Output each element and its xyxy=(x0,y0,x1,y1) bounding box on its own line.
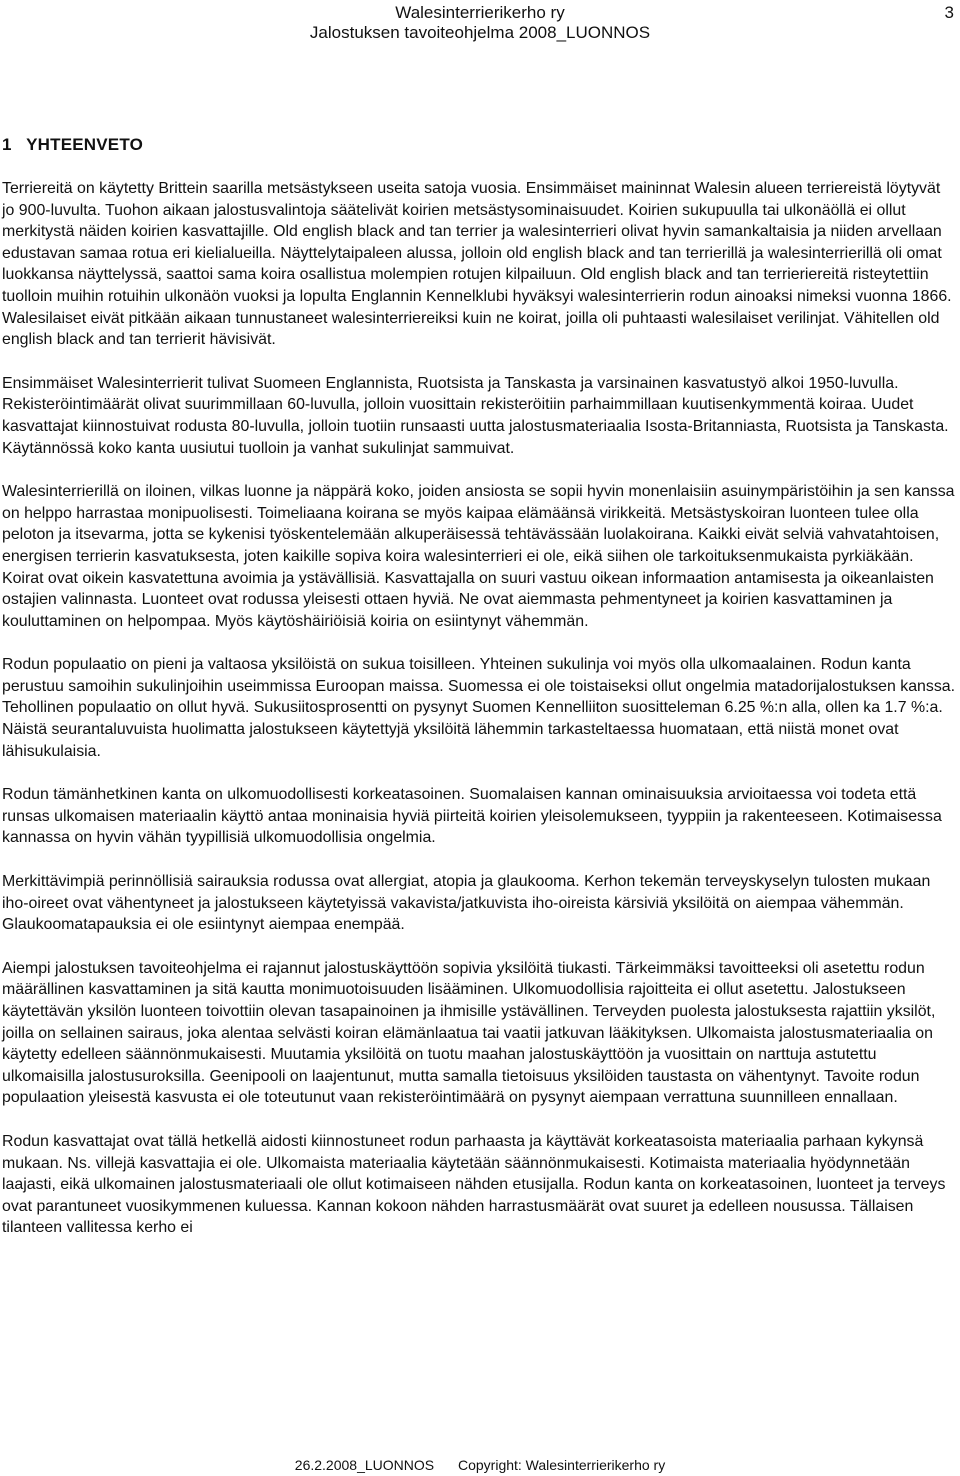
paragraph: Ensimmäiset Walesinterrierit tulivat Suomeen Englannista, Ruotsista ja Tanskasta ja varsinainen kasvatustyö alkoi 1950-luvulla. Rekisteröintimäärät olivat suurimmillaan 60-luvulla, jolloin vuosittain rekisteröitiin parhaimmillaan kuutisenkymmentä koiraa. Uudet kasvattajat kiinnostuivat rodusta 80-luvulla, jolloin tuotiin runsaasti uutta jalostusmateriaalia Isosta-Britanniasta, Ruotsista ja Tanskasta. Käytännössä koko kanta uusiutui tuolloin ja vanhat sukulinjat sammuivat. xyxy=(2,374,949,457)
body-text xyxy=(2,178,957,1239)
paragraph: Walesinterrierillä on iloinen, vilkas luonne ja näppärä koko, joiden ansiosta se sopii hyvin monenlaisiin asuinympäristöihin ja sen kanssa on helppo harrastaa monipuolisesti. Toimeliaana koirana se myös kaipaa elämäänsä virikkeitä. Metsästyskoiran luonteen tulee olla peloton ja itsevarma, jotta se kykenisi työskentelemään alkuperäisessä tehtävässään luolakoirana. Kaikki eivät selviä vahvatahtoisen, energisen terrierin kasvatuksesta, joten kaikille sopiva koira walesinterrieri ei ole, eikä siihen ole tarkoituksenmukaista pyrkiäkään. Koirat ovat oikein kasvatettuna avoimia ja ystävällisiä. Kasvattajalla on suuri vastuu oikean informaation antamisesta ja oikeanlaisten ostajien valinnasta. Luonteet ovat rodussa yleisesti ottaen hyviä. Ne ovat aiemmasta pehmentyneet ja koirien kasvattaminen ja kouluttaminen on helpompaa. Myös käytöshäiriöisiä koiria on esiintynyt vähemmän. xyxy=(2,483,955,630)
paragraph: Terriereitä on käytetty Brittein saarilla metsästykseen useita satoja vuosia. Ensimmäiset maininnat Walesin alueen terriereistä löytyvät jo 900-luvulta. Tuohon aikaan jalostusvalintoja säätelivät koirien metsästysominaisuudet. Koirien sukupuulla tai ulkonäöllä ei ollut merkitystä näiden koirien kasvattajille. Old english black and tan terrier ja walesinterrieri olivat hyvin samankaltaisia ja niiden arvellaan edustavan samaa rotua eri kielialueilla. Näyttelytaipaleen alussa, jolloin old english black and tan terrierillä ja walesinterrierillä oli omat luokkansa näyttelyssä, saattoi sama koira osallistua molempien rotujen kilpailuun. Old english black and tan terrieriereitä risteytettiin tuolloin muihin rotuihin ulkonäön vuoksi ja lopulta Englannin Kennelklubi hyväksyi walesinterrierin rodun ainoaksi nimeksi vuonna 1866. Walesilaiset eivät pitkään aikaan tunnustaneet walesinterriereiksi kuin ne koirat, joilla oli puhtaasti walesilaiset verilinjat. Vähitellen old english black and tan terrierit hävisivät. xyxy=(2,180,952,349)
paragraph: Merkittävimpiä perinnöllisiä sairauksia rodussa ovat allergiat, atopia ja glaukooma. Kerhon tekemän terveyskyselyn tulosten mukaan iho-oireet ovat vähentyneet ja jalostukseen käytetyissä vakavista/jatkuvista iho-oireista kärsiviä yksilöitä on aiempaa vähemmän. Glaukoomatapauksia ei ole esiintynyt aiempaa enempää. xyxy=(2,873,931,934)
footer-copyright: Copyright: Walesinterrierikerho ry xyxy=(457,1457,666,1473)
section-heading: 1 YHTEENVETO xyxy=(2,135,144,154)
paragraph: Rodun kasvattajat ovat tällä hetkellä aidosti kiinnostuneet rodun parhaasta ja käyttävät korkeatasoista materiaalia parhaan kykynsä mukaan. Ns. villejä kasvattajia ei ole. Ulkomaista materiaalia käytetään säännönmukaisesti. Kotimaista materiaalia hyödynnetään laajasti, eikä ulkomainen jalostusmateriaali ole ollut kotimaiseen nähden etusijalla. Rodun kanta on korkeatasoinen, luonteet ja terveys ovat parantuneet vuosikymmenen kuluessa. Kannan kokoon nähden harrastusmäärät ovat suuret ja edelleen nousussa. Tällaisen tilanteen vallitessa kerho ei xyxy=(2,1132,946,1237)
page-footer xyxy=(0,1456,960,1474)
header-org: Walesinterrierikerho ry xyxy=(395,3,565,22)
paragraph: Aiempi jalostuksen tavoiteohjelma ei rajannut jalostuskäyttöön sopivia yksilöitä tiukasti. Tärkeimmäksi tavoitteeksi oli asetettu rodun määrällinen kasvattaminen ja sitä kautta monimuotoisuuden lisääminen. Ulkomuodollisia rajoitteita ei ollut asetettu. Jalostukseen käytettävän yksilön luonteen toivottiin olevan tasapainoinen ja ihmisille ystävällinen. Terveyden puolesta jalostuksesta rajattiin yksilöt, joilla on sellainen sairaus, joka alentaa selvästi koiran elämänlaatua tai vaatii jatkuvan lääkityksen. Ulkomaista jalostusmateriaalia on käytetty edelleen säännönmukaisesti. Muutamia yksilöitä on tuotu maahan jalostuskäyttöön ja vuosittain on narttuja astutettu ulkomaisilla jalostusuroksilla. Geenipooli on laajentunut, mutta samalla tietoisuus yksilöiden taustasta on vähentynyt. Tavoite rodun populaation yleisestä kasvusta ei ole toteutunut vaan rekisteröintimäärä on pysynyt aiempaan verrattuna suunnilleen ennallaan. xyxy=(2,959,936,1107)
paragraph: Rodun populaatio on pieni ja valtaosa yksilöistä on sukua toisilleen. Yhteinen sukulinja voi myös olla ulkomaalainen. Rodun kanta perustuu samoihin sukulinjoihin useimmissa Euroopan maissa. Suomessa ei ole toistaiseksi ollut ongelmia matadorijalostuksen kanssa. Tehollinen populaatio on ollut hyvä. Sukusiitosprosentti on pysynyt Suomen Kennelliiton suositteleman 6.25 %:n alla, ollen ka 1.7 %:a. Näistä seurantaluvuista huolimatta jalostukseen käytettyjä yksilöitä lähemmin tarkasteltaessa huomataan, että niistä monet ovat lähisukulaisia. xyxy=(2,656,956,760)
page-header xyxy=(0,0,960,52)
page-number: 3 xyxy=(944,3,954,22)
footer-date: 26.2.2008_LUONNOS xyxy=(294,1457,435,1473)
paragraph: Rodun tämänhetkinen kanta on ulkomuodollisesti korkeatasoinen. Suomalaisen kannan ominaisuuksia arvioitaessa voi todeta että runsas ulkomaisen materiaalin käyttö antaa moninaisia hyviä piirteitä koirien yleisolemukseen, tyyppiin ja rakenteeseen. Kotimaisessa kannassa on hyvin vähän tyypillisiä ulkomuodollisia ongelmia. xyxy=(2,786,942,847)
header-doc-title: Jalostuksen tavoiteohjelma 2008_LUONNOS xyxy=(309,23,651,42)
